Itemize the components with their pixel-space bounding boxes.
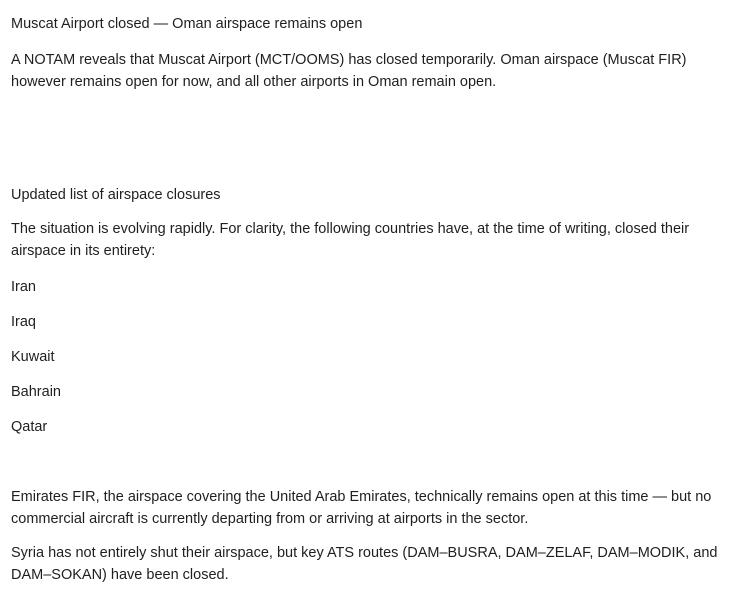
country-item-iraq: Iraq [11,314,36,330]
country-item-bahrain: Bahrain [11,384,61,400]
country-item-qatar: Qatar [11,419,48,435]
closures-intro-paragraph: The situation is evolving rapidly. For clarity, the following countries have, at the time of writing, closed their airspace in its entirety: [11,221,690,259]
syria-paragraph: Syria has not entirely shut their airspace, but key ATS routes (DAM–BUSRA, DAM–ZELAF, DAM–MODIK, and DAM–SOKAN) have been closed. [11,545,718,583]
emirates-paragraph: Emirates FIR, the airspace covering the United Arab Emirates, technically remains open at this time — but no commercial aircraft is currently departing from or arriving at airports in the sector. [11,489,712,527]
country-item-kuwait: Kuwait [11,349,55,365]
section-heading-muscat: Muscat Airport closed — Oman airspace remains open [11,16,363,32]
country-item-iran: Iran [11,279,36,295]
section-heading-closures: Updated list of airspace closures [11,187,221,203]
muscat-paragraph: A NOTAM reveals that Muscat Airport (MCT/OOMS) has closed temporarily. Oman airspace (Muscat FIR) however remains open for now, and all other airports in Oman remain open. [11,52,687,90]
